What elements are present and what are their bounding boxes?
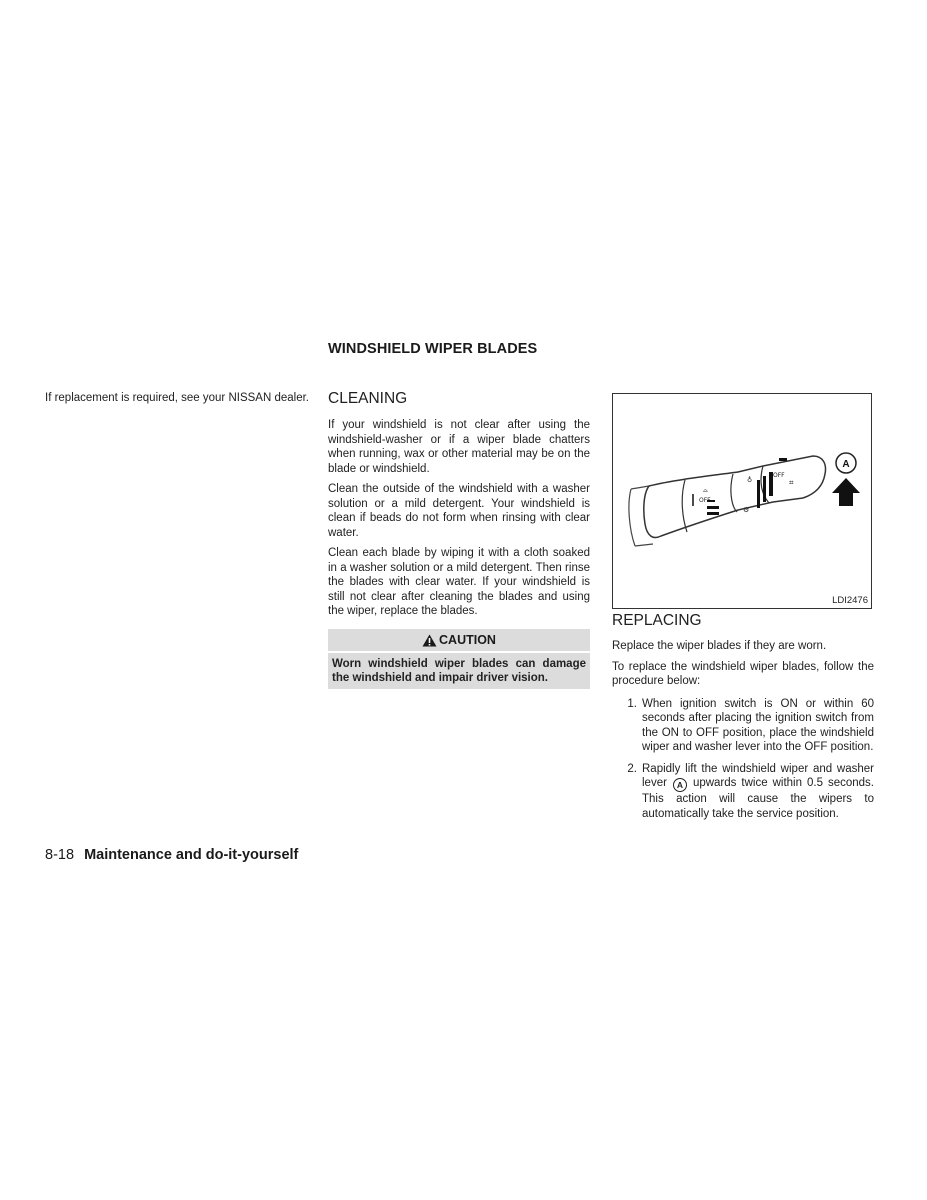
cleaning-paragraph: Clean the outside of the windshield with a washer solution or a mild detergent. Your windshield is clean if beads do not form when rinsing with clear water. (328, 483, 590, 539)
footer-section-title: Maintenance and do-it-yourself (84, 847, 299, 863)
lever-off-label: OFF (699, 497, 711, 504)
list-item (612, 762, 874, 822)
figure-code: LDI2476 (832, 595, 868, 606)
replacing-steps (612, 697, 874, 822)
cleaning-section (328, 390, 590, 625)
callout-a-label: A (842, 459, 850, 470)
cleaning-paragraph: If your windshield is not clear after using the windshield-washer or if a wiper blade chatters when running, wax or other material may be on the blade or windshield. (328, 419, 590, 475)
cleaning-paragraph: Clean each blade by wiping it with a cloth soaked in a washer solution or a mild detergent. Then rinse the blades with clear water. If your windshield is still not clear after cleaning the blades and using the wiper, replace the blades. (328, 547, 590, 617)
replacement-note: If replacement is required, see your NISSAN dealer. (45, 392, 309, 404)
step-number: 2. (627, 762, 637, 775)
step-number: 1. (627, 697, 637, 710)
step-text: When ignition switch is ON or within 60 seconds after placing the ignition switch from the ON to OFF position, place the windshield wiper and washer lever into the OFF position. (642, 697, 874, 753)
caution-text: Worn windshield wiper blades can damage the windshield and impair driver vision. (332, 658, 586, 684)
caution-box (328, 629, 590, 689)
step-text-before: Rapidly lift the windshield wiper and washer lever (642, 762, 874, 789)
svg-text:⌗: ⌗ (789, 478, 794, 487)
cleaning-heading: CLEANING (328, 390, 408, 407)
page-number: 8-18 (45, 847, 75, 863)
caution-header (328, 629, 590, 653)
replacing-section (612, 612, 874, 828)
up-arrow-icon (832, 478, 860, 506)
page-footer (45, 847, 298, 863)
section-title: WINDSHIELD WIPER BLADES (328, 341, 538, 357)
warning-triangle-icon (422, 634, 437, 647)
replacing-paragraph: Replace the wiper blades if they are worn. (612, 640, 827, 652)
ring-off-label: OFF (773, 472, 785, 479)
svg-text:♁: ♁ (747, 476, 753, 484)
callout-a-marker: A (673, 778, 687, 792)
list-item (612, 697, 874, 755)
svg-text:⚙: ⚙ (743, 506, 750, 514)
step-text-after: upwards twice within 0.5 seconds. This action will cause the wipers to automatically take the service position. (642, 777, 874, 820)
step-text (637, 762, 874, 822)
svg-text:⌓: ⌓ (703, 487, 708, 494)
replacing-paragraph: To replace the windshield wiper blades, follow the procedure below: (612, 660, 874, 687)
caution-label: CAUTION (439, 633, 496, 647)
wiper-lever-figure (612, 393, 872, 609)
replacing-heading: REPLACING (612, 612, 702, 629)
wiper-lever-illustration (613, 394, 871, 608)
